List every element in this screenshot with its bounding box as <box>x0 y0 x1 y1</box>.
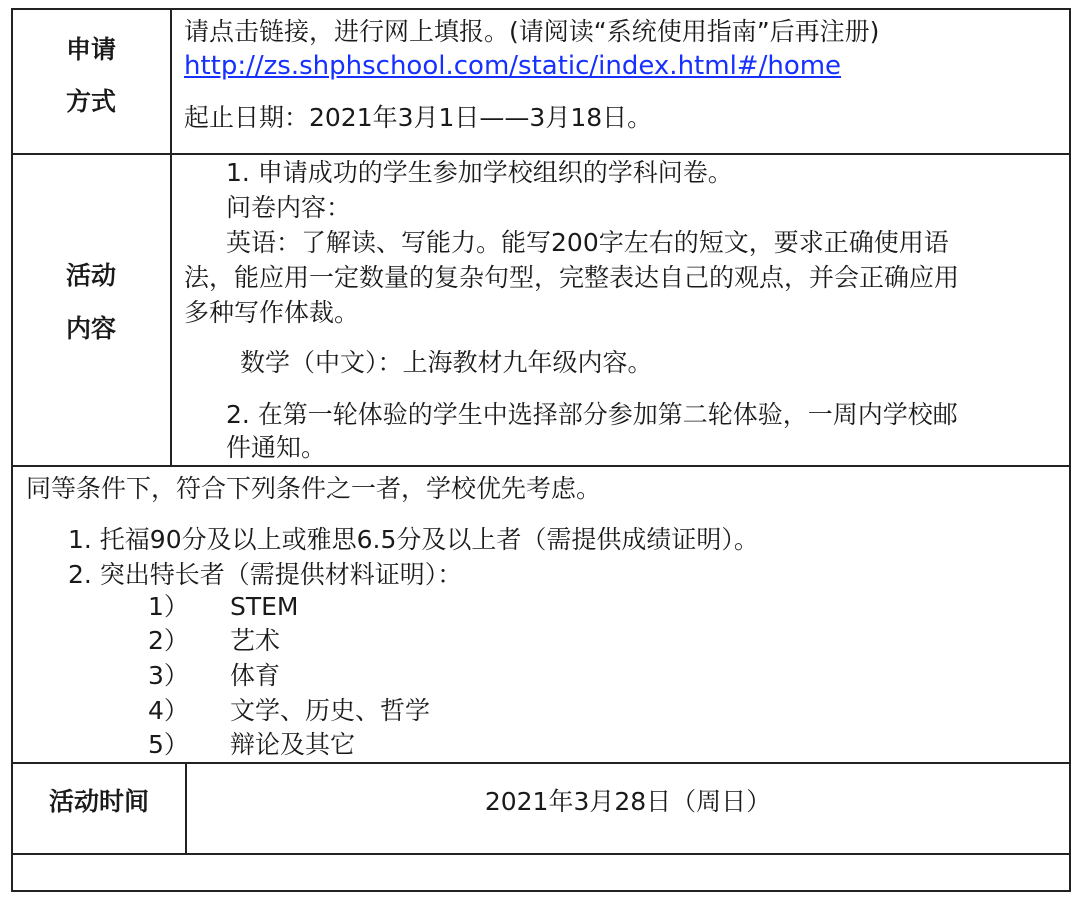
apply-link[interactable]: http://zs.shphschool.com/static/index.html#/home <box>184 51 842 81</box>
sub-item-2-num: 2） <box>148 626 189 655</box>
border-row4-bottom <box>11 853 1071 855</box>
apply-instruction: 请点击链接，进行网上填报。(请阅读“系统使用指南”后再注册) <box>184 17 880 46</box>
sub-item-3-text: 体育 <box>230 661 281 690</box>
row-activity-label-2: 内容 <box>65 314 116 343</box>
row-time-label: 活动时间 <box>48 787 149 816</box>
activity-english-2: 法，能应用一定数量的复杂句型，完整表达自己的观点，并会正确应用 <box>184 263 960 292</box>
priority-intro: 同等条件下，符合下列条件之一者，学校优先考虑。 <box>26 474 602 503</box>
sub-item-3-num: 3） <box>148 661 189 690</box>
priority-item-2: 2. 突出特长者（需提供材料证明）： <box>68 560 463 589</box>
sub-item-5-text: 辩论及其它 <box>230 730 356 759</box>
row-apply-label-1: 申请 <box>65 35 116 64</box>
priority-item-1: 1. 托福90分及以上或雅思6.5分及以上者（需提供成绩证明）。 <box>68 525 759 554</box>
sub-item-5-num: 5） <box>148 730 189 759</box>
row-time-value: 2021年3月28日（周日） <box>484 787 772 816</box>
row-activity-label-1: 活动 <box>65 261 116 290</box>
activity-item-2-line2: 件通知。 <box>226 433 327 462</box>
activity-item-2-line1: 2. 在第一轮体验的学生中选择部分参加第二轮体验，一周内学校邮 <box>226 400 958 429</box>
border-right <box>1069 8 1071 892</box>
activity-english-3: 多种写作体裁。 <box>184 298 360 327</box>
activity-math: 数学（中文）：上海教材九年级内容。 <box>240 348 653 377</box>
row-apply-label-2: 方式 <box>65 87 116 116</box>
activity-item-1: 1. 申请成功的学生参加学校组织的学科问卷。 <box>226 158 733 187</box>
sub-item-1-num: 1） <box>148 592 189 621</box>
activity-quiz-title: 问卷内容： <box>226 193 352 222</box>
divider-label-col-top <box>170 8 172 467</box>
sub-item-4-num: 4） <box>148 696 189 725</box>
sub-item-2-text: 艺术 <box>230 626 281 655</box>
border-bottom <box>11 890 1071 892</box>
sub-item-1-text: STEM <box>230 592 299 621</box>
sub-item-4-text: 文学、历史、哲学 <box>230 696 431 725</box>
border-left <box>11 8 13 892</box>
apply-dates: 起止日期：2021年3月1日——3月18日。 <box>184 103 653 132</box>
activity-english-1: 英语：了解读、写能力。能写200字左右的短文，要求正确使用语 <box>226 228 949 257</box>
